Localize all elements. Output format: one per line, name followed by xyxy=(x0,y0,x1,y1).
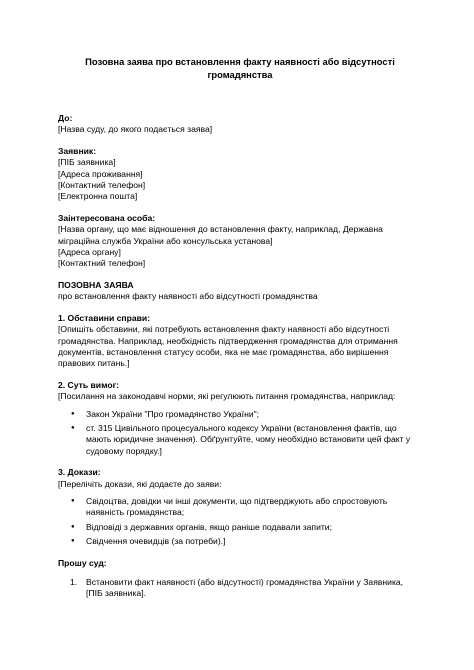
applicant-section xyxy=(58,146,422,203)
list-item xyxy=(58,577,422,600)
list-item: ● Відповіді з державних органів, якщо раніше подавали запити; xyxy=(58,522,422,533)
applicant-email-line: [Електронна пошта] xyxy=(58,191,138,202)
interested-party-section xyxy=(58,213,422,270)
list-item: ● Свідоцтва, довідки чи інші документи, що підтверджують або спростовують наявність громадянства; xyxy=(58,496,422,519)
interested-party-address-line: [Адреса органу] xyxy=(58,247,121,258)
interested-party-name-line: [Назва органу, що має відношення до встановлення факту, наприклад, Державна міграційна служба України або консульська установа] xyxy=(58,224,383,246)
request-heading: Прошу суд: xyxy=(58,557,107,568)
circumstances-text: [Опишіть обставини, які потребують встановлення факту наявності або відсутності громадянства. Наприклад, необхідність підтвердження громадянства для отримання документів, встановлення статусу особи, яка не має громадянства, або вирішення правових питань.] xyxy=(58,324,398,369)
claim-subheading: про встановлення факту наявності або відсутності громадянства xyxy=(58,291,318,302)
demands-section xyxy=(58,380,422,457)
request-section xyxy=(58,558,422,600)
list-item: ● Закон України "Про громадянство України"; xyxy=(58,409,422,420)
demands-heading: 2. Суть вимог: xyxy=(58,379,120,390)
claim-heading: ПОЗОВНА ЗАЯВА xyxy=(58,279,134,290)
list-item: ● Свідчення очевидців (за потреби).] xyxy=(58,536,422,547)
evidence-intro: [Перелічіть докази, які додаєте до заяви: xyxy=(58,478,222,489)
evidence-section xyxy=(58,467,422,547)
applicant-heading: Заявник: xyxy=(58,145,97,156)
to-heading: До: xyxy=(58,113,73,123)
demands-list xyxy=(58,409,422,458)
document-title: Позовна заява про встановлення факту наявності або відсутності громадянства xyxy=(85,56,395,80)
court-name-line: [Назва суду, до якого подається заява] xyxy=(58,124,213,135)
request-list xyxy=(58,577,422,600)
applicant-name-line: [ПІБ заявника] xyxy=(58,157,116,168)
circumstances-heading: 1. Обставини справи: xyxy=(58,312,151,323)
interested-party-phone-line: [Контактний телефон] xyxy=(58,258,146,269)
interested-party-heading: Заінтересована особа: xyxy=(58,212,156,223)
applicant-phone-line: [Контактний телефон] xyxy=(58,180,146,191)
list-item-number: 1. xyxy=(70,577,78,587)
applicant-address-line: [Адреса проживання] xyxy=(58,168,143,179)
claim-section xyxy=(58,280,422,303)
list-item: ● ст. 315 Цивільного процесуального кодексу України (встановлення фактів, що мають юридичне значення). Обґрунтуйте, чому необхідно встановити цей факт у судовому порядку.] xyxy=(58,423,422,457)
list-item-text: Встановити факт наявності (або відсутності) громадянства України у Заявника, [ПІБ заявника]. xyxy=(86,577,404,599)
evidence-list xyxy=(58,496,422,548)
evidence-heading: 3. Докази: xyxy=(58,467,101,478)
circumstances-section xyxy=(58,313,422,370)
demands-intro: [Посилання на законодавчі норми, які регулюють питання громадянства, наприклад: xyxy=(58,391,396,402)
to-section xyxy=(58,113,422,136)
